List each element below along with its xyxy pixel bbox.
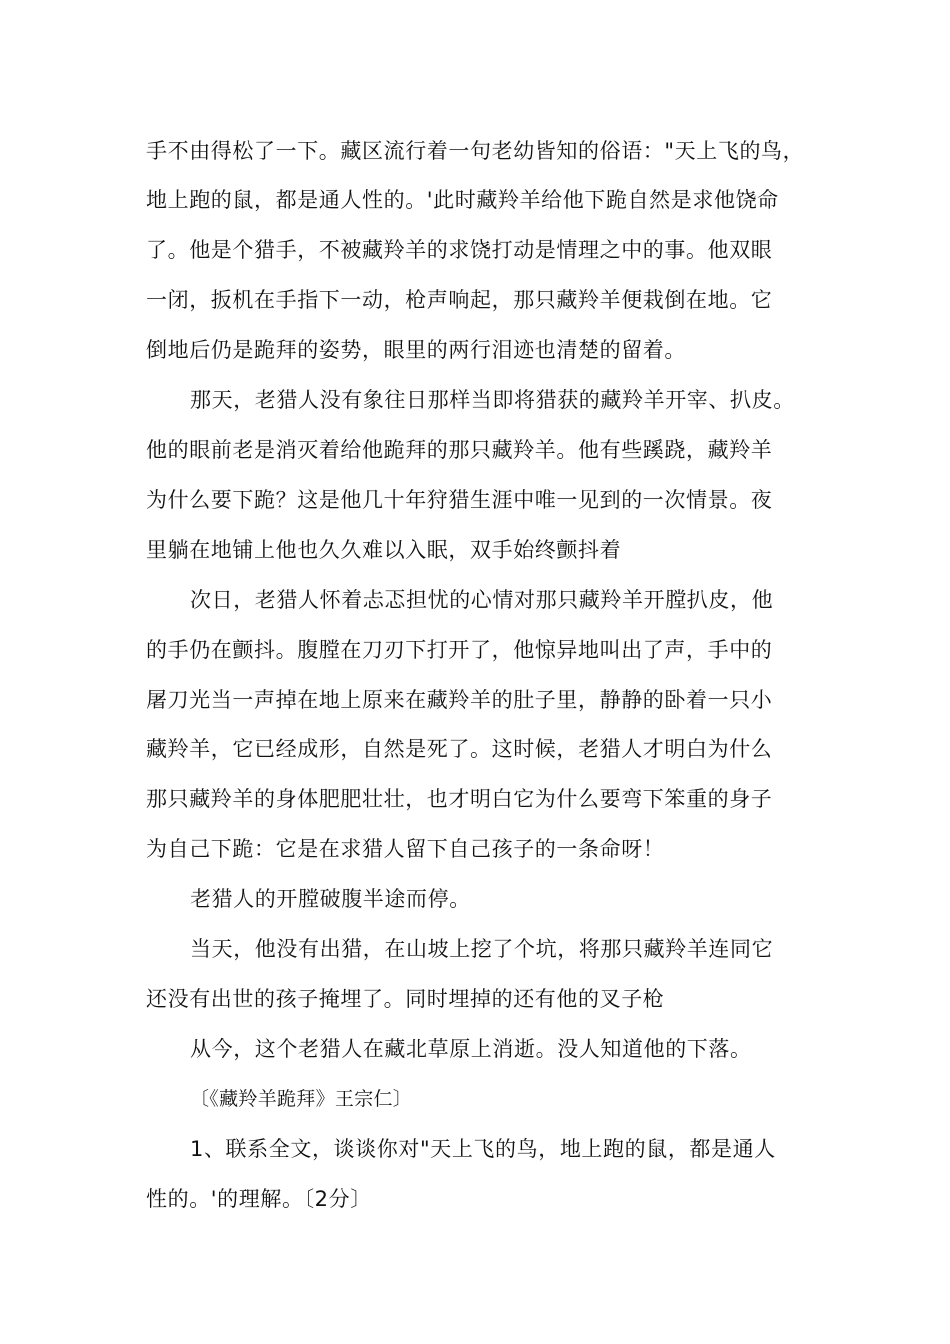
question-1-continued: 性的。'的理解。〔2分〕 (146, 1187, 372, 1211)
text-line: 屠刀光当一声掉在地上原来在藏羚羊的肚子里，静静的卧着一只小 (146, 688, 773, 712)
question-1: 1、联系全文，谈谈你对"天上飞的鸟，地上跑的鼠，都是通人 (190, 1137, 776, 1161)
text-line: 了。他是个猎手，不被藏羚羊的求饶打动是情理之中的事。他双眼 (146, 238, 773, 262)
paragraph-start: 当天，他没有出猎，在山坡上挖了个坑，将那只藏羚羊连同它 (190, 937, 774, 961)
text-line: 为什么要下跪？这是他几十年狩猎生涯中唯一见到的一次情景。夜 (146, 488, 773, 512)
text-line: 那只藏羚羊的身体肥肥壮壮，也才明白它为什么要弯下笨重的身子 (146, 787, 773, 811)
source-citation: 〔《藏羚羊跪拜》王宗仁〕 (190, 1088, 413, 1110)
text-line: 地上跑的鼠，都是通人性的。'此时藏羚羊给他下跪自然是求他饶命 (146, 188, 779, 212)
text-line: 藏羚羊，它已经成形，自然是死了。这时候，老猎人才明白为什么 (146, 737, 773, 761)
text-line: 还没有出世的孩子掩埋了。同时埋掉的还有他的叉子枪 (146, 987, 665, 1011)
text-line: 一闭，扳机在手指下一动，枪声响起，那只藏羚羊便栽倒在地。它 (146, 288, 773, 312)
text-line: 里躺在地铺上他也久久难以入眠，双手始终颤抖着 (146, 538, 622, 562)
text-line: 的手仍在颤抖。腹膛在刀刃下打开了，他惊异地叫出了声，手中的 (146, 638, 773, 662)
paragraph-start: 从今，这个老猎人在藏北草原上消逝。没人知道他的下落。 (190, 1037, 752, 1061)
text-line: 手不由得松了一下。藏区流行着一句老幼皆知的俗语："天上飞的鸟， (146, 139, 805, 163)
text-line: 倒地后仍是跪拜的姿势，眼里的两行泪迹也清楚的留着。 (146, 338, 686, 362)
paragraph-start: 老猎人的开膛破腹半途而停。 (190, 887, 471, 911)
paragraph-start: 次日，老猎人怀着忐忑担忧的心情对那只藏羚羊开膛扒皮，他 (190, 588, 774, 612)
text-line: 他的眼前老是消灭着给他跪拜的那只藏羚羊。他有些蹊跷，藏羚羊 (146, 438, 773, 462)
text-line: 为自己下跪：它是在求猎人留下自己孩子的一条命呀！ (146, 837, 665, 861)
paragraph-start: 那天，老猎人没有象往日那样当即将猎获的藏羚羊开宰、扒皮。 (190, 388, 795, 412)
